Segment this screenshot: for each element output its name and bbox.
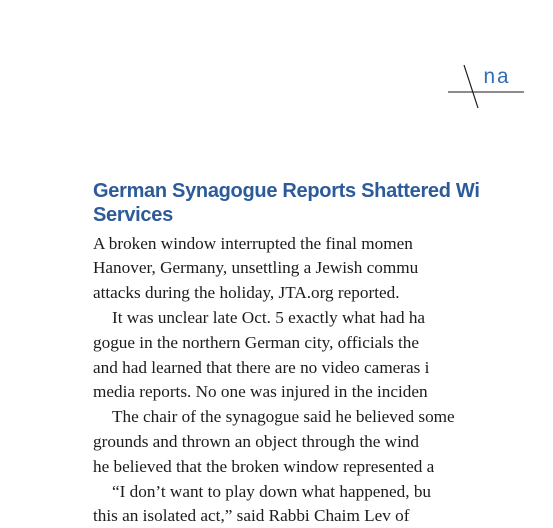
body-line-12: this an isolated act,” said Rabbi Chaim Lev of bbox=[93, 506, 410, 525]
body-line-9: grounds and thrown an object through the wind bbox=[93, 432, 420, 451]
body-line-1: A broken window interrupted the final momen bbox=[93, 234, 413, 253]
headline-line-2: Services bbox=[93, 204, 173, 226]
body-line-4: It was unclear late Oct. 5 exactly what had ha bbox=[112, 308, 426, 327]
body-line-11: “I don’t want to play down what happened, bu bbox=[112, 482, 432, 501]
headline-line-1: German Synagogue Reports Shattered Wi bbox=[93, 180, 480, 202]
article-headline bbox=[93, 179, 553, 227]
body-line-6: and had learned that there are no video cameras i bbox=[93, 358, 430, 377]
body-line-3: attacks during the holiday, JTA.org reported. bbox=[93, 283, 400, 302]
body-line-5: gogue in the northern German city, officials the bbox=[93, 333, 419, 352]
body-line-8: The chair of the synagogue said he believed some bbox=[112, 407, 455, 426]
body-line-2: Hanover, Germany, unsettling a Jewish commu bbox=[93, 258, 419, 277]
section-tag-label: na bbox=[483, 67, 511, 90]
section-tag bbox=[444, 62, 524, 112]
body-line-10: he believed that the broken window represented a bbox=[93, 457, 435, 476]
body-line-7: media reports. No one was injured in the inciden bbox=[93, 382, 428, 401]
